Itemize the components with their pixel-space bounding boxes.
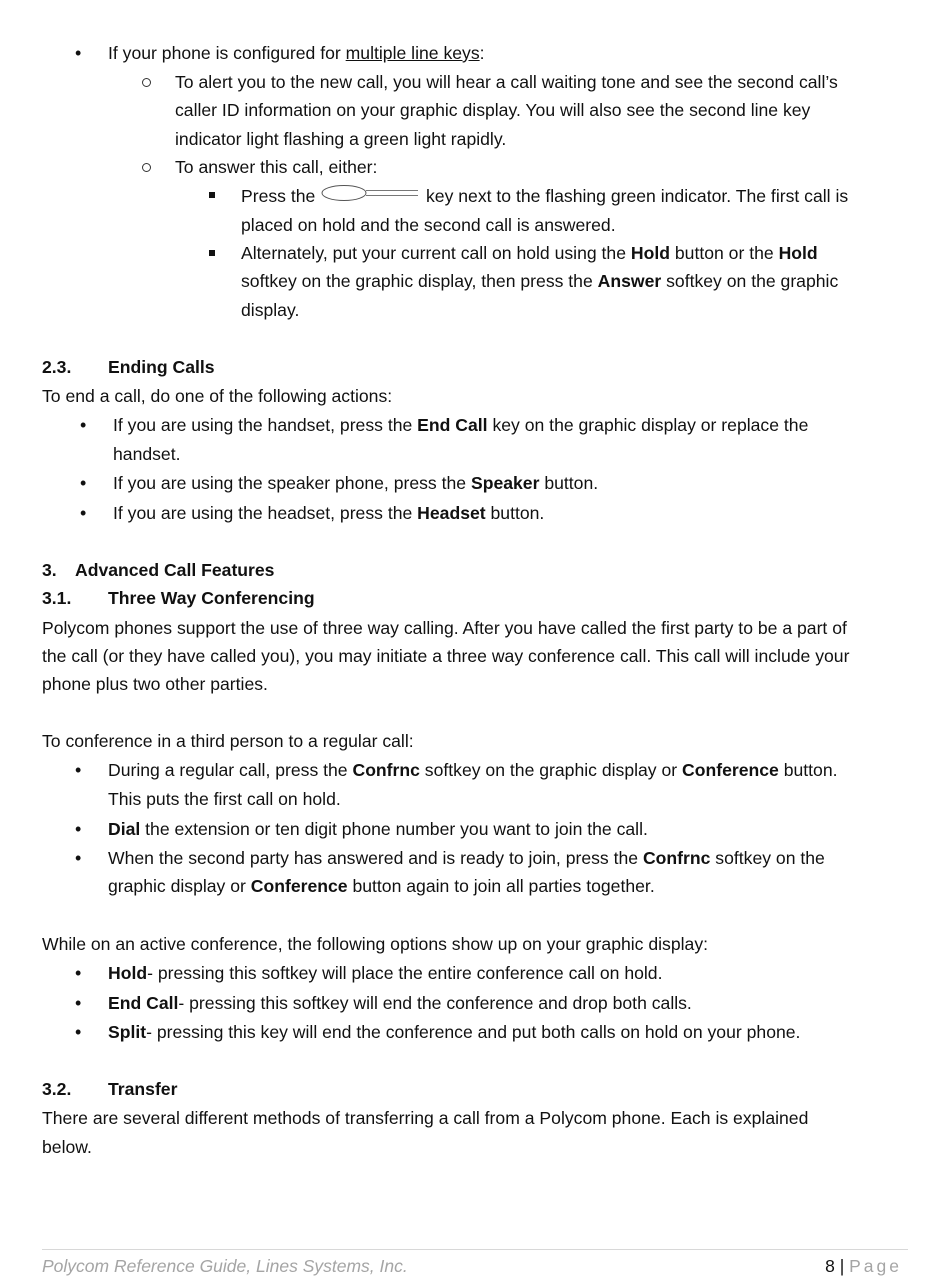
text: If your phone is configured for xyxy=(108,43,346,63)
footer-divider xyxy=(42,1249,908,1250)
paragraph: While on an active conference, the following options show up on your graphic display: xyxy=(42,934,709,954)
section-number: 3.2. xyxy=(42,1079,72,1099)
square-bullet-line: Press the xyxy=(241,186,316,206)
list-item xyxy=(108,848,825,868)
text: During a regular call, press the xyxy=(108,760,353,780)
section-number: 3. xyxy=(42,560,57,580)
footer-title: Polycom Reference Guide, Lines Systems, Inc. xyxy=(42,1256,408,1276)
text: If you are using the handset, press the xyxy=(113,415,418,435)
paragraph-line: phone plus two other parties. xyxy=(42,674,268,694)
text: button. xyxy=(778,760,838,780)
text: - pressing this softkey will end the conference and drop both calls. xyxy=(178,993,692,1013)
section-heading: Ending Calls xyxy=(108,357,215,377)
text: button again to join all parties together. xyxy=(347,876,655,896)
section-heading: Advanced Call Features xyxy=(75,560,275,580)
bold-text: Hold xyxy=(778,243,818,263)
list-item xyxy=(113,503,544,523)
text: button. xyxy=(485,503,545,523)
bold-text: Headset xyxy=(417,503,486,523)
section-heading: Three Way Conferencing xyxy=(108,588,315,608)
list-item-line xyxy=(108,876,655,896)
multiple-line-keys-link[interactable]: multiple line keys xyxy=(345,43,480,63)
square-bullet-line: placed on hold and the second call is answered. xyxy=(241,215,616,235)
list-item xyxy=(108,760,838,780)
list-item-line: handset. xyxy=(113,444,181,464)
text: button. xyxy=(539,473,599,493)
square-bullet-icon xyxy=(209,192,215,198)
square-bullet-line xyxy=(241,271,838,291)
bold-text: Confrnc xyxy=(642,848,711,868)
list-item xyxy=(108,1022,800,1042)
text: If you are using the headset, press the xyxy=(113,503,418,523)
square-bullet-line: display. xyxy=(241,300,300,320)
paragraph-line: the call (or they have called you), you may initiate a three way conference call. This call will include your xyxy=(42,646,850,666)
sub-bullet-line: To answer this call, either: xyxy=(175,157,378,177)
list-item xyxy=(108,993,692,1013)
bold-text: Conference xyxy=(250,876,348,896)
bullet-icon: • xyxy=(75,993,82,1013)
text: If you are using the speaker phone, press the xyxy=(113,473,471,493)
paragraph-line: There are several different methods of transferring a call from a Polycom phone. Each is explained xyxy=(42,1108,809,1128)
bullet-multiple-line-keys xyxy=(108,43,485,63)
bold-text: Split xyxy=(108,1022,147,1042)
bullet-icon: • xyxy=(75,43,82,63)
text: - pressing this softkey will place the entire conference call on hold. xyxy=(147,963,663,983)
footer-page-number xyxy=(825,1256,902,1277)
bold-text: Dial xyxy=(108,819,141,839)
line-key-icon xyxy=(321,184,419,202)
bold-text: End Call xyxy=(417,415,488,435)
paragraph-line: below. xyxy=(42,1137,92,1157)
text: When the second party has answered and is ready to join, press the xyxy=(108,848,643,868)
bullet-icon: • xyxy=(80,473,87,493)
hollow-circle-bullet-icon xyxy=(142,163,151,172)
text: softkey on the graphic display or xyxy=(419,760,683,780)
text: softkey on the xyxy=(710,848,825,868)
text: button or the xyxy=(669,243,779,263)
bold-text: Answer xyxy=(597,271,662,291)
paragraph-line: Polycom phones support the use of three way calling. After you have called the first party to be a part of xyxy=(42,618,847,638)
list-item xyxy=(113,415,808,435)
section-number: 3.1. xyxy=(42,588,72,608)
bullet-icon: • xyxy=(80,415,87,435)
page-number: 8 xyxy=(825,1256,835,1276)
text: - pressing this key will end the conference and put both calls on hold on your phone. xyxy=(146,1022,801,1042)
list-item xyxy=(108,963,662,983)
section-number: 2.3. xyxy=(42,357,72,377)
bold-text: Hold xyxy=(108,963,148,983)
page-label: Page xyxy=(849,1256,902,1276)
list-item xyxy=(113,473,598,493)
bullet-icon: • xyxy=(75,963,82,983)
page-separator: | xyxy=(834,1256,850,1276)
hollow-circle-bullet-icon xyxy=(142,78,151,87)
bullet-icon: • xyxy=(80,503,87,523)
square-bullet-line: key next to the flashing green indicator. The first call is xyxy=(426,186,849,206)
text: the extension or ten digit phone number you want to join the call. xyxy=(140,819,648,839)
text: Alternately, put your current call on hold using the xyxy=(241,243,631,263)
text: graphic display or xyxy=(108,876,251,896)
sub-bullet-line: caller ID information on your graphic display. You will also see the second line key xyxy=(175,100,811,120)
text: key on the graphic display or replace the xyxy=(487,415,809,435)
bullet-icon: • xyxy=(75,1022,82,1042)
sub-bullet-line: To alert you to the new call, you will hear a call waiting tone and see the second call’s xyxy=(175,72,838,92)
list-item xyxy=(108,819,648,839)
text: softkey on the graphic display, then press the xyxy=(241,271,598,291)
text: : xyxy=(479,43,485,63)
square-bullet-line xyxy=(241,243,818,263)
sub-bullet-line: indicator light flashing a green light rapidly. xyxy=(175,129,507,149)
bold-text: Conference xyxy=(682,760,779,780)
bullet-icon: • xyxy=(75,848,82,868)
bullet-icon: • xyxy=(75,819,82,839)
paragraph: To conference in a third person to a regular call: xyxy=(42,731,414,751)
bold-text: End Call xyxy=(108,993,179,1013)
square-bullet-icon xyxy=(209,250,215,256)
list-item-line: This puts the first call on hold. xyxy=(108,789,341,809)
bold-text: Speaker xyxy=(470,473,540,493)
paragraph: To end a call, do one of the following actions: xyxy=(42,386,393,406)
bold-text: Confrnc xyxy=(352,760,420,780)
bullet-icon: • xyxy=(75,760,82,780)
text: softkey on the graphic xyxy=(661,271,839,291)
section-heading: Transfer xyxy=(108,1079,178,1099)
bold-text: Hold xyxy=(630,243,670,263)
